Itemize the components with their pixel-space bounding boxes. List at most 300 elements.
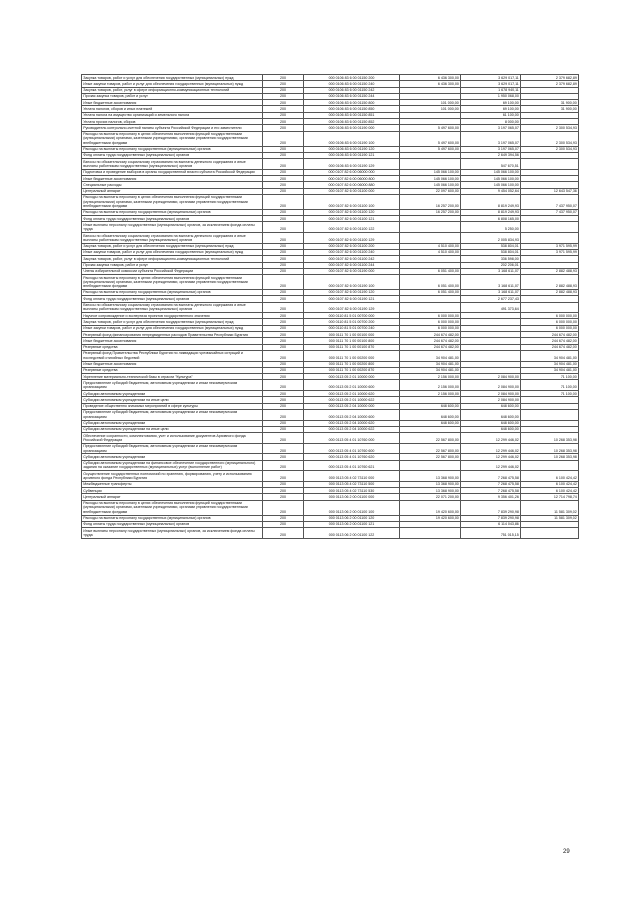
expense-name-cell: Иные выплаты персоналу государственных (муниципальных) органов, за исключением фонда оплаты труда [82,528,263,539]
unexecuted-amount-cell: 2 300 534,93 [521,146,579,152]
table-row [82,350,579,361]
unexecuted-amount-cell: 244 674 482,00 [521,338,579,344]
budget-code-cell: 000 0110 81 5 01 00700 000 [304,313,400,319]
approved-amount-cell: 34 904 481,00 [400,361,461,367]
executed-amount-cell: 12 299 446,02 [461,454,521,460]
table-row [82,275,579,290]
expense-name-cell: Взносы по обязательному социальному страхованию на выплаты денежного содержания и иные выплаты работникам государственных (муниципальных) органов [82,233,263,244]
approved-amount-cell: 13 368 900,00 [400,481,461,487]
approved-amount-cell: 244 674 482,00 [400,344,461,350]
line-code-cell: 200 [263,433,304,444]
expense-name-cell: Иные бюджетные ассигнования [82,361,263,367]
approved-amount-cell [400,528,461,539]
line-code-cell: 200 [263,488,304,494]
budget-code-cell: 000 0113 06 2 00 01100 100 [304,500,400,515]
budget-code-cell: 000 0107 82 6 00 06000 880 [304,182,400,188]
budget-code-cell: 000 0107 82 6 00 01190 121 [304,296,400,302]
line-code-cell: 200 [263,119,304,125]
executed-amount-cell: 2 084 900,00 [461,380,521,391]
line-code-cell: 200 [263,397,304,403]
executed-amount-cell: 145 066 100,00 [461,176,521,182]
budget-code-cell: 000 0106 83 6 00 01190 121 [304,152,400,158]
approved-amount-cell: 22 567 800,00 [400,454,461,460]
line-code-cell: 200 [263,500,304,515]
line-code-cell: 200 [263,75,304,81]
executed-amount-cell: 6 808 165,00 [461,216,521,222]
budget-code-cell: 000 0106 83 6 00 01190 129 [304,159,400,170]
line-code-cell: 200 [263,112,304,118]
executed-amount-cell: 8 000,00 [461,119,521,125]
executed-amount-cell: 547 670,51 [461,159,521,170]
executed-amount-cell: 12 299 446,02 [461,460,521,471]
budget-code-cell: 000 0107 82 6 00 01100 120 [304,209,400,215]
line-code-cell: 200 [263,460,304,471]
line-code-cell: 200 [263,403,304,409]
budget-code-cell: 000 0111 70 1 00 00100 000 [304,332,400,338]
line-code-cell: 200 [263,332,304,338]
unexecuted-amount-cell: 244 674 482,00 [521,332,579,338]
budget-code-cell: 000 0106 83 6 00 01150 851 [304,112,400,118]
budget-code-cell: 000 0107 82 6 00 01190 000 [304,268,400,274]
approved-amount-cell [400,302,461,313]
expense-name-cell: Межбюджетные трансферты [82,481,263,487]
executed-amount-cell: 538 804,01 [461,249,521,255]
expense-name-cell: Расходы на выплаты персоналу в целях обеспечения выполнения функций государственными (муниципальными) органами, казенными учреждениями, органами управления государственными внебюджетными фондами [82,131,263,146]
approved-amount-cell: 13 368 900,00 [400,488,461,494]
table-row [82,433,579,444]
unexecuted-amount-cell: 6 000 000,00 [521,313,579,319]
approved-amount-cell: 5 497 600,00 [400,125,461,131]
line-code-cell: 200 [263,515,304,521]
executed-amount-cell: 3 168 611,07 [461,268,521,274]
expense-name-cell: Закупка товаров, работ и услуг для обеспечения государственных (муниципальных) нужд [82,319,263,325]
table-row [82,194,579,209]
unexecuted-amount-cell: 12 714 798,74 [521,494,579,500]
line-code-cell: 200 [263,262,304,268]
expense-name-cell: Подготовка и проведение выборов в органы государственной власти субъекта Российской Федерации [82,169,263,175]
line-code-cell: 200 [263,106,304,112]
budget-code-cell: 000 0113 05 4 02 73110 000 [304,471,400,482]
unexecuted-amount-cell: 10 268 353,98 [521,433,579,444]
expense-name-cell: Руководитель контрольно-счетной палаты субъекта Российской Федерации и его заместители [82,125,263,131]
unexecuted-amount-cell: 7 437 950,07 [521,209,579,215]
executed-amount-cell: 7 839 290,98 [461,500,521,515]
unexecuted-amount-cell: 2 379 682,89 [521,75,579,81]
expense-name-cell: Иные закупки товаров, работ и услуг для обеспечения государственных (муниципальных) нужд [82,81,263,87]
executed-amount-cell: 69 100,00 [461,106,521,112]
budget-code-cell: 000 0107 82 6 00 06000 000 [304,169,400,175]
expense-name-cell: Центральный аппарат [82,188,263,194]
unexecuted-amount-cell [521,222,579,233]
unexecuted-amount-cell [521,409,579,420]
expense-name-cell: Субсидии автономным учреждениям [82,454,263,460]
line-code-cell: 200 [263,367,304,373]
expense-name-cell: Резервный фонд Правительства Республики Бурятия по ликвидации чрезвычайных ситуаций и последствий стихийных бедствий [82,350,263,361]
executed-amount-cell: 2 084 900,00 [461,374,521,380]
expense-name-cell: Расходы на выплаты персоналу государственных (муниципальных) органов [82,515,263,521]
expense-name-cell: Расходы на выплаты персоналу государственных (муниципальных) органов [82,209,263,215]
expense-name-cell: Уплата прочих налогов, сборов [82,119,263,125]
approved-amount-cell: 6 000 000,00 [400,319,461,325]
expense-name-cell: Иные закупки товаров, работ и услуг для обеспечения государственных (муниципальных) нужд [82,325,263,331]
line-code-cell: 200 [263,249,304,255]
approved-amount-cell [400,159,461,170]
unexecuted-amount-cell [521,302,579,313]
executed-amount-cell: 145 066 100,00 [461,169,521,175]
expense-name-cell: Субсидии автономным учреждениям [82,420,263,426]
budget-code-cell: 000 0107 82 6 00 01100 122 [304,222,400,233]
unexecuted-amount-cell: 31 900,00 [521,100,579,106]
table-row [82,302,579,313]
line-code-cell: 200 [263,289,304,295]
line-code-cell: 200 [263,380,304,391]
unexecuted-amount-cell: 71 100,00 [521,380,579,391]
executed-amount-cell: 648 600,00 [461,409,521,420]
budget-code-cell: 000 0106 83 6 00 01190 100 [304,131,400,146]
expense-name-cell: Расходы на выплаты персоналу в целях обеспечения выполнения функций государственными (муниципальными) органами, казенными учреждениями, органами управления государственными внебюджетными фондами [82,275,263,290]
table-row [82,460,579,471]
budget-code-cell: 000 0113 05 4 01 10760 000 [304,433,400,444]
line-code-cell: 200 [263,391,304,397]
budget-code-cell: 000 0113 06 2 00 01100 000 [304,494,400,500]
line-code-cell: 200 [263,182,304,188]
unexecuted-amount-cell: 2 882 488,93 [521,289,579,295]
expense-name-cell: Предоставление субсидий бюджетным, автономным учреждениям и иным некоммерческим организациям [82,443,263,454]
line-code-cell: 200 [263,194,304,209]
unexecuted-amount-cell: 3 971 595,99 [521,249,579,255]
expense-name-cell: Субсидии автономным учреждениям на финансовое обеспечение государственного (муниципального) задания на оказание государственных (муниципальных) услуг (выполнение работ) [82,460,263,471]
executed-amount-cell: 3 629 017,11 [461,75,521,81]
executed-amount-cell: 8 819 249,93 [461,209,521,215]
expense-name-cell: Взносы по обязательному социальному страхованию на выплаты денежного содержания и иные выплаты работникам государственных (муниципальных) органов [82,159,263,170]
line-code-cell: 200 [263,344,304,350]
expense-name-cell: Резервные средства [82,344,263,350]
expense-name-cell: Закупка товаров, работ, услуг в сфере информационно-коммуникационных технологий [82,87,263,93]
executed-amount-cell: 538 804,01 [461,243,521,249]
approved-amount-cell: 34 904 481,00 [400,350,461,361]
expense-name-cell: Обеспечение сохранности, комплектования, учет и использование документов Архивного фонда Российской Федерации [82,433,263,444]
line-code-cell: 200 [263,81,304,87]
line-code-cell: 200 [263,302,304,313]
line-code-cell: 200 [263,443,304,454]
expense-name-cell: Иные бюджетные ассигнования [82,176,263,182]
expenditure-table [81,74,579,539]
table-row [82,409,579,420]
unexecuted-amount-cell: 6 000 000,00 [521,325,579,331]
expense-name-cell: Иные бюджетные ассигнования [82,338,263,344]
budget-code-cell: 000 0106 83 6 00 01150 240 [304,81,400,87]
executed-amount-cell: 751 015,15 [461,528,521,539]
executed-amount-cell: 145 066 100,00 [461,182,521,188]
approved-amount-cell: 34 904 481,00 [400,367,461,373]
approved-amount-cell: 145 066 100,00 [400,182,461,188]
line-code-cell: 200 [263,409,304,420]
approved-amount-cell [400,233,461,244]
approved-amount-cell: 19 420 600,00 [400,500,461,515]
line-code-cell: 200 [263,494,304,500]
unexecuted-amount-cell [521,460,579,471]
line-code-cell: 200 [263,471,304,482]
line-code-cell: 200 [263,159,304,170]
executed-amount-cell: 3 197 065,07 [461,131,521,146]
table-body [82,75,579,539]
executed-amount-cell: 648 600,00 [461,420,521,426]
table-row [82,131,579,146]
budget-code-cell: 000 0113 05 4 02 73110 500 [304,481,400,487]
approved-amount-cell: 648 600,00 [400,420,461,426]
budget-code-cell: 000 0113 05 2 01 10000 600 [304,380,400,391]
executed-amount-cell: 9 454 052,64 [461,188,521,194]
expense-name-cell: Уплата налога на имущество организаций и земельного налога [82,112,263,118]
line-code-cell: 200 [263,243,304,249]
budget-code-cell: 000 0113 05 4 02 73110 530 [304,488,400,494]
approved-amount-cell: 16 257 200,00 [400,209,461,215]
table-row [82,222,579,233]
line-code-cell: 200 [263,296,304,302]
unexecuted-amount-cell: 34 904 481,00 [521,350,579,361]
line-code-cell: 200 [263,188,304,194]
unexecuted-amount-cell: 6 100 424,42 [521,481,579,487]
executed-amount-cell: 2 084 900,00 [461,391,521,397]
unexecuted-amount-cell: 34 904 481,00 [521,367,579,373]
executed-amount-cell: 2 084 900,00 [461,397,521,403]
budget-code-cell: 000 0111 70 1 00 00200 870 [304,367,400,373]
executed-amount-cell: 3 629 017,11 [461,81,521,87]
budget-code-cell: 000 0113 06 2 00 01100 120 [304,515,400,521]
executed-amount-cell: 648 600,00 [461,426,521,432]
approved-amount-cell: 13 368 900,00 [400,471,461,482]
executed-amount-cell: 648 600,00 [461,403,521,409]
budget-code-cell: 000 0110 81 5 01 00700 240 [304,325,400,331]
approved-amount-cell: 22 567 800,00 [400,433,461,444]
approved-amount-cell: 2 156 000,00 [400,391,461,397]
unexecuted-amount-cell [521,528,579,539]
expense-name-cell: Иные выплаты персоналу государственных (муниципальных) органов, за исключением фонда оплаты труда [82,222,263,233]
table-row [82,233,579,244]
executed-amount-cell: 1 678 940,11 [461,87,521,93]
table-row [82,380,579,391]
executed-amount-cell: 3 168 611,07 [461,275,521,290]
approved-amount-cell: 2 156 000,00 [400,374,461,380]
executed-amount-cell: 3 168 611,07 [461,289,521,295]
expense-name-cell: Осуществление государственных полномочий по хранению, формированию, учету и использованию архивного фонда Республики Бурятия [82,471,263,482]
budget-code-cell: 000 0107 82 6 00 01190 120 [304,289,400,295]
expense-name-cell: Укрепление материально-технической базы в отрасли "Культура" [82,374,263,380]
expense-name-cell: Прочая закупка товаров, работ и услуг [82,93,263,99]
budget-code-cell: 000 0107 82 6 00 01100 200 [304,243,400,249]
approved-amount-cell: 19 420 600,00 [400,515,461,521]
approved-amount-cell: 145 066 100,00 [400,176,461,182]
budget-code-cell: 000 0107 82 6 00 01190 129 [304,302,400,313]
line-code-cell: 200 [263,325,304,331]
budget-code-cell: 000 0113 05 4 01 10760 600 [304,443,400,454]
unexecuted-amount-cell: 2 379 682,89 [521,81,579,87]
expense-name-cell: Закупка товаров, работ и услуг для обеспечения государственных (муниципальных) нужд [82,75,263,81]
expense-name-cell: Субсидии автономным учреждениям [82,391,263,397]
line-code-cell: 200 [263,152,304,158]
unexecuted-amount-cell: 71 100,00 [521,374,579,380]
approved-amount-cell: 22 071 200,00 [400,494,461,500]
table-row [82,471,579,482]
line-code-cell: 200 [263,528,304,539]
unexecuted-amount-cell [521,159,579,170]
unexecuted-amount-cell: 2 300 534,93 [521,131,579,146]
executed-amount-cell: 7 268 475,58 [461,488,521,494]
expense-name-cell: Уплата налогов, сборов и иных платежей [82,106,263,112]
approved-amount-cell: 6 436 300,00 [400,81,461,87]
budget-code-cell: 000 0106 83 6 00 01150 852 [304,119,400,125]
approved-amount-cell: 648 600,00 [400,409,461,420]
expense-name-cell: Центральный аппарат [82,494,263,500]
approved-amount-cell: 22 567 800,00 [400,443,461,454]
unexecuted-amount-cell: 7 437 950,07 [521,194,579,209]
approved-amount-cell: 22 097 600,00 [400,188,461,194]
approved-amount-cell: 6 051 400,00 [400,289,461,295]
unexecuted-amount-cell: 11 581 309,02 [521,500,579,515]
line-code-cell: 200 [263,454,304,460]
line-code-cell: 200 [263,319,304,325]
executed-amount-cell: 2 005 834,93 [461,233,521,244]
approved-amount-cell: 16 257 200,00 [400,194,461,209]
unexecuted-amount-cell [521,233,579,244]
line-code-cell: 200 [263,361,304,367]
table-row [82,500,579,515]
unexecuted-amount-cell: 10 268 353,98 [521,454,579,460]
line-code-cell: 200 [263,176,304,182]
line-code-cell: 200 [263,268,304,274]
line-code-cell: 200 [263,256,304,262]
line-code-cell: 200 [263,100,304,106]
budget-code-cell: 000 0111 70 1 00 00100 800 [304,338,400,344]
executed-amount-cell: 9 356 401,26 [461,494,521,500]
expense-name-cell: Члены избирательной комиссии субъекта Российской Федерации [82,268,263,274]
line-code-cell: 200 [263,338,304,344]
budget-code-cell: 000 0107 82 6 00 01190 100 [304,275,400,290]
line-code-cell: 200 [263,146,304,152]
executed-amount-cell: 7 268 475,58 [461,471,521,482]
executed-amount-cell: 202 206,01 [461,262,521,268]
expense-name-cell: Фонд оплаты труда государственных (муниципальных) органов [82,216,263,222]
line-code-cell: 200 [263,131,304,146]
unexecuted-amount-cell: 11 581 309,02 [521,515,579,521]
budget-code-cell: 000 0113 05 4 01 10760 621 [304,460,400,471]
unexecuted-amount-cell: 244 674 482,00 [521,344,579,350]
line-code-cell: 200 [263,426,304,432]
budget-code-cell: 000 0107 82 6 00 01100 242 [304,256,400,262]
line-code-cell: 200 [263,374,304,380]
executed-amount-cell: 6 114 043,86 [461,521,521,527]
expense-name-cell: Фонд оплаты труда государственных (муниципальных) органов [82,521,263,527]
expense-name-cell: Иные закупки товаров, работ и услуг для обеспечения государственных (муниципальных) нужд [82,249,263,255]
line-code-cell: 200 [263,169,304,175]
budget-code-cell: 000 0107 82 6 00 01100 121 [304,216,400,222]
line-code-cell: 200 [263,350,304,361]
approved-amount-cell: 244 674 482,00 [400,332,461,338]
approved-amount-cell: 6 000 000,00 [400,325,461,331]
unexecuted-amount-cell: 34 904 481,00 [521,361,579,367]
line-code-cell: 200 [263,233,304,244]
approved-amount-cell: 648 600,00 [400,403,461,409]
budget-code-cell: 000 0111 70 1 00 00200 800 [304,361,400,367]
approved-amount-cell: 6 051 400,00 [400,268,461,274]
page-number: 29 [563,849,570,855]
budget-code-cell: 000 0106 83 6 00 01150 800 [304,100,400,106]
expense-name-cell: Расходы на выплаты персоналу государственных (муниципальных) органов [82,146,263,152]
budget-code-cell: 000 0106 83 6 00 01150 242 [304,87,400,93]
line-code-cell: 200 [263,222,304,233]
budget-code-cell: 000 0107 82 6 00 01100 240 [304,249,400,255]
budget-code-cell: 000 0113 05 2 01 10000 620 [304,391,400,397]
unexecuted-amount-cell: 71 100,00 [521,391,579,397]
table-row [82,443,579,454]
line-code-cell: 200 [263,209,304,215]
budget-execution-table [81,74,578,539]
line-code-cell: 200 [263,313,304,319]
budget-code-cell: 000 0113 06 2 00 01100 121 [304,521,400,527]
line-code-cell: 200 [263,481,304,487]
approved-amount-cell: 5 497 600,00 [400,146,461,152]
executed-amount-cell: 5 250,00 [461,222,521,233]
expense-name-cell: Резервный фонд финансирования непредвиденных расходов Правительства Республики Бурятия [82,332,263,338]
expense-name-cell: Резервные средства [82,367,263,373]
budget-code-cell: 000 0113 05 2 01 10000 622 [304,397,400,403]
budget-code-cell: 000 0111 70 1 00 00100 870 [304,344,400,350]
line-code-cell: 200 [263,93,304,99]
executed-amount-cell: 2 677 237,43 [461,296,521,302]
expense-name-cell: Субвенции [82,488,263,494]
budget-code-cell: 000 0113 05 2 04 10000 620 [304,420,400,426]
expense-name-cell: Закупка товаров, работ и услуг для обеспечения государственных (муниципальных) нужд [82,243,263,249]
executed-amount-cell: 12 299 446,02 [461,433,521,444]
executed-amount-cell: 61 100,00 [461,112,521,118]
unexecuted-amount-cell: 2 882 488,93 [521,275,579,290]
approved-amount-cell: 2 156 000,00 [400,380,461,391]
approved-amount-cell: 6 000 000,00 [400,313,461,319]
unexecuted-amount-cell: 6 000 000,00 [521,319,579,325]
expense-name-cell: Взносы по обязательному социальному страхованию на выплаты денежного содержания и иные выплаты работникам государственных (муниципальных) органов [82,302,263,313]
budget-code-cell: 000 0113 05 2 01 10000 000 [304,374,400,380]
expense-name-cell: Проведение общественно значимых мероприятий в сфере культуры [82,403,263,409]
approved-amount-cell: 101 000,00 [400,106,461,112]
line-code-cell: 200 [263,216,304,222]
executed-amount-cell: 491 373,64 [461,302,521,313]
executed-amount-cell: 3 197 065,07 [461,125,521,131]
budget-code-cell: 000 0107 82 6 00 01100 244 [304,262,400,268]
budget-code-cell: 000 0113 05 2 04 10000 000 [304,403,400,409]
executed-amount-cell [461,350,521,361]
approved-amount-cell: 4 510 400,00 [400,249,461,255]
unexecuted-amount-cell: 3 971 595,99 [521,243,579,249]
expense-name-cell: Расходы на выплаты персоналу в целях обеспечения выполнения функций государственными (муниципальными) органами, казенными учреждениями, органами управления государственными внебюджетными фондами [82,194,263,209]
line-code-cell: 200 [263,275,304,290]
line-code-cell: 200 [263,521,304,527]
executed-amount-cell: 69 100,00 [461,100,521,106]
budget-code-cell: 000 0111 70 1 00 00200 000 [304,350,400,361]
approved-amount-cell: 244 674 482,00 [400,338,461,344]
budget-code-cell: 000 0106 83 6 00 01150 200 [304,75,400,81]
expense-name-cell: Фонд оплаты труда государственных (муниципальных) органов [82,152,263,158]
expense-name-cell: Субсидии автономным учреждениям на иные цели [82,397,263,403]
expense-name-cell: Предоставление субсидий бюджетным, автономным учреждениям и иным некоммерческим организациям [82,380,263,391]
line-code-cell: 200 [263,87,304,93]
expense-name-cell: Научное сопровождение и экспертиза проектов государственного значения [82,313,263,319]
unexecuted-amount-cell: 31 900,00 [521,106,579,112]
unexecuted-amount-cell: 10 268 353,98 [521,443,579,454]
budget-code-cell: 000 0113 05 2 04 10000 622 [304,426,400,432]
unexecuted-amount-cell: 6 100 424,42 [521,488,579,494]
executed-amount-cell: 8 819 249,93 [461,194,521,209]
budget-code-cell: 000 0107 82 6 00 01100 000 [304,188,400,194]
